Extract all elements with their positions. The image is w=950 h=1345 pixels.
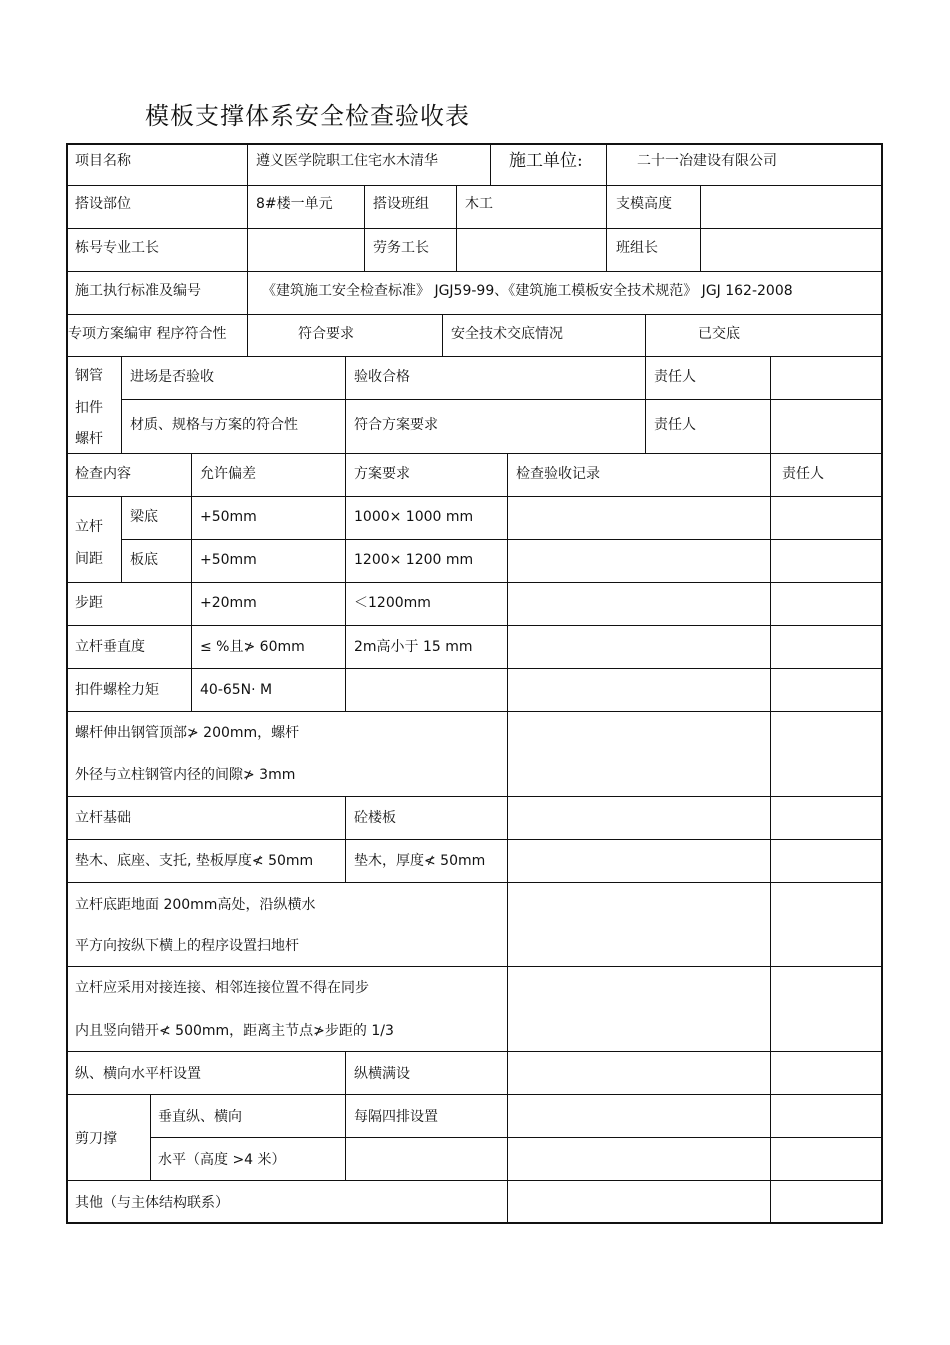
row-divider <box>66 711 883 712</box>
plan-value: 1200× 1200 mm <box>354 552 474 568</box>
row-divider <box>66 271 883 272</box>
row-sublabel: 垂直纵、横向 <box>158 1109 242 1125</box>
col-divider <box>191 453 192 711</box>
row-divider <box>66 668 883 669</box>
tolerance-value: +20mm <box>200 595 257 611</box>
erect-location-value: 8#楼一单元 <box>256 196 333 212</box>
col-divider <box>150 1094 151 1180</box>
col-divider <box>645 314 646 356</box>
tolerance-value: ≤ %且≯ 60mm <box>200 639 305 655</box>
row-label: 立杆应采用对接连接、相邻连接位置不得在同步 <box>75 980 369 996</box>
col-divider <box>345 796 346 882</box>
steel-group-label: 扣件 <box>75 400 103 416</box>
col-divider <box>645 356 646 453</box>
col-divider <box>364 185 365 271</box>
row-label: 外径与立柱钢管内径的间隙≯ 3mm <box>75 767 296 783</box>
plan-review-label: 专项方案编审 程序符合性 <box>68 326 227 342</box>
steel-group-label: 螺杆 <box>75 431 103 447</box>
team-leader-label: 班组长 <box>616 240 658 256</box>
column-header: 允许偏差 <box>200 466 256 482</box>
row-label: 其他（与主体结构联系） <box>75 1195 229 1211</box>
row-label: 立杆基础 <box>75 810 131 826</box>
row-divider <box>66 453 883 454</box>
responsible-label: 责任人 <box>654 369 696 385</box>
row-label: 垫木、底座、支托, 垫板厚度≮ 50mm <box>75 853 314 869</box>
row-divider <box>66 839 883 840</box>
project-name-label: 项目名称 <box>75 153 131 169</box>
steel-item-label: 进场是否验收 <box>130 369 214 385</box>
row-divider <box>66 582 883 583</box>
plan-value: 砼楼板 <box>354 810 396 826</box>
row-label: 内且竖向错开≮ 500mm，距离主节点≯步距的 1/3 <box>75 1023 394 1039</box>
plan-value: 纵横满设 <box>354 1066 410 1082</box>
row-divider <box>66 966 883 967</box>
inspection-table <box>66 143 883 1224</box>
plan-value: 1000× 1000 mm <box>354 509 474 525</box>
row-divider <box>121 539 883 540</box>
row-divider <box>66 1094 883 1095</box>
row-divider <box>66 625 883 626</box>
contractor-value: 二十一冶建设有限公司 <box>637 153 777 169</box>
row-sublabel: 板底 <box>130 552 158 568</box>
col-divider <box>490 143 491 185</box>
erect-team-label: 搭设班组 <box>373 196 429 212</box>
tolerance-value: +50mm <box>200 509 257 525</box>
row-divider <box>66 228 883 229</box>
col-divider <box>345 356 346 453</box>
erect-location-label: 搭设部位 <box>75 196 131 212</box>
col-divider <box>507 453 508 711</box>
steel-item-value: 验收合格 <box>354 369 410 385</box>
tolerance-value: 40-65N· M <box>200 682 273 698</box>
plan-value: ＜1200mm <box>354 595 431 611</box>
row-label: 剪刀撑 <box>75 1131 117 1147</box>
standard-label: 施工执行标准及编号 <box>75 283 201 299</box>
plan-value: 2m高小于 15 mm <box>354 639 473 655</box>
tolerance-value: +50mm <box>200 552 257 568</box>
row-divider <box>121 399 883 400</box>
plan-review-value: 符合要求 <box>298 326 354 342</box>
col-divider <box>442 314 443 356</box>
row-divider <box>66 185 883 186</box>
row-sublabel: 水平（高度 >4 米） <box>158 1152 286 1168</box>
row-divider <box>66 356 883 357</box>
col-divider <box>247 143 248 356</box>
row-divider <box>66 882 883 883</box>
safety-briefing-label: 安全技术交底情况 <box>451 326 563 342</box>
row-label: 间距 <box>75 551 103 567</box>
page-title: 模板支撑体系安全检查验收表 <box>145 102 470 130</box>
col-divider <box>121 496 122 582</box>
building-foreman-label: 栋号专业工长 <box>75 240 159 256</box>
row-sublabel: 梁底 <box>130 509 158 525</box>
col-divider <box>345 453 346 711</box>
row-divider <box>66 796 883 797</box>
formwork-height-label: 支模高度 <box>616 196 672 212</box>
row-label: 步距 <box>75 595 103 611</box>
row-divider <box>66 314 883 315</box>
col-divider <box>121 356 122 453</box>
row-divider <box>66 1180 883 1181</box>
col-divider <box>345 1051 346 1180</box>
row-divider <box>150 1137 883 1138</box>
row-divider <box>66 1051 883 1052</box>
contractor-label: 施工单位: <box>509 151 583 171</box>
row-label: 平方向按纵下横上的程序设置扫地杆 <box>75 938 299 954</box>
col-divider <box>700 185 701 271</box>
row-label: 立杆底距地面 200mm高处，沿纵横水 <box>75 897 316 913</box>
col-divider <box>606 143 607 271</box>
column-header: 检查验收记录 <box>516 466 600 482</box>
row-label: 立杆垂直度 <box>75 639 145 655</box>
steel-group-label: 钢管 <box>75 368 103 384</box>
column-header: 检查内容 <box>75 466 131 482</box>
labor-foreman-label: 劳务工长 <box>373 240 429 256</box>
steel-item-value: 符合方案要求 <box>354 417 438 433</box>
plan-value: 垫木，厚度≮ 50mm <box>354 853 486 869</box>
column-header: 责任人 <box>782 466 824 482</box>
row-label: 立杆 <box>75 519 103 535</box>
row-label: 纵、横向水平杆设置 <box>75 1066 201 1082</box>
row-divider <box>66 496 883 497</box>
row-label: 扣件螺栓力矩 <box>75 682 159 698</box>
col-divider <box>456 185 457 271</box>
plan-value: 每隔四排设置 <box>354 1109 438 1125</box>
responsible-label: 责任人 <box>654 417 696 433</box>
safety-briefing-value: 已交底 <box>698 326 740 342</box>
row-label: 螺杆伸出钢管顶部≯ 200mm，螺杆 <box>75 725 300 741</box>
steel-item-label: 材质、规格与方案的符合性 <box>130 417 298 433</box>
column-header: 方案要求 <box>354 466 410 482</box>
erect-team-value: 木工 <box>465 196 493 212</box>
col-divider <box>507 711 508 1223</box>
standard-value: 《建筑施工安全检查标准》 JGJ59-99、《建筑施工模板安全技术规范》 JGJ 162-2008 <box>262 283 793 299</box>
col-divider <box>770 356 771 1223</box>
project-name-value: 遵义医学院职工住宅水木清华 <box>256 153 438 169</box>
